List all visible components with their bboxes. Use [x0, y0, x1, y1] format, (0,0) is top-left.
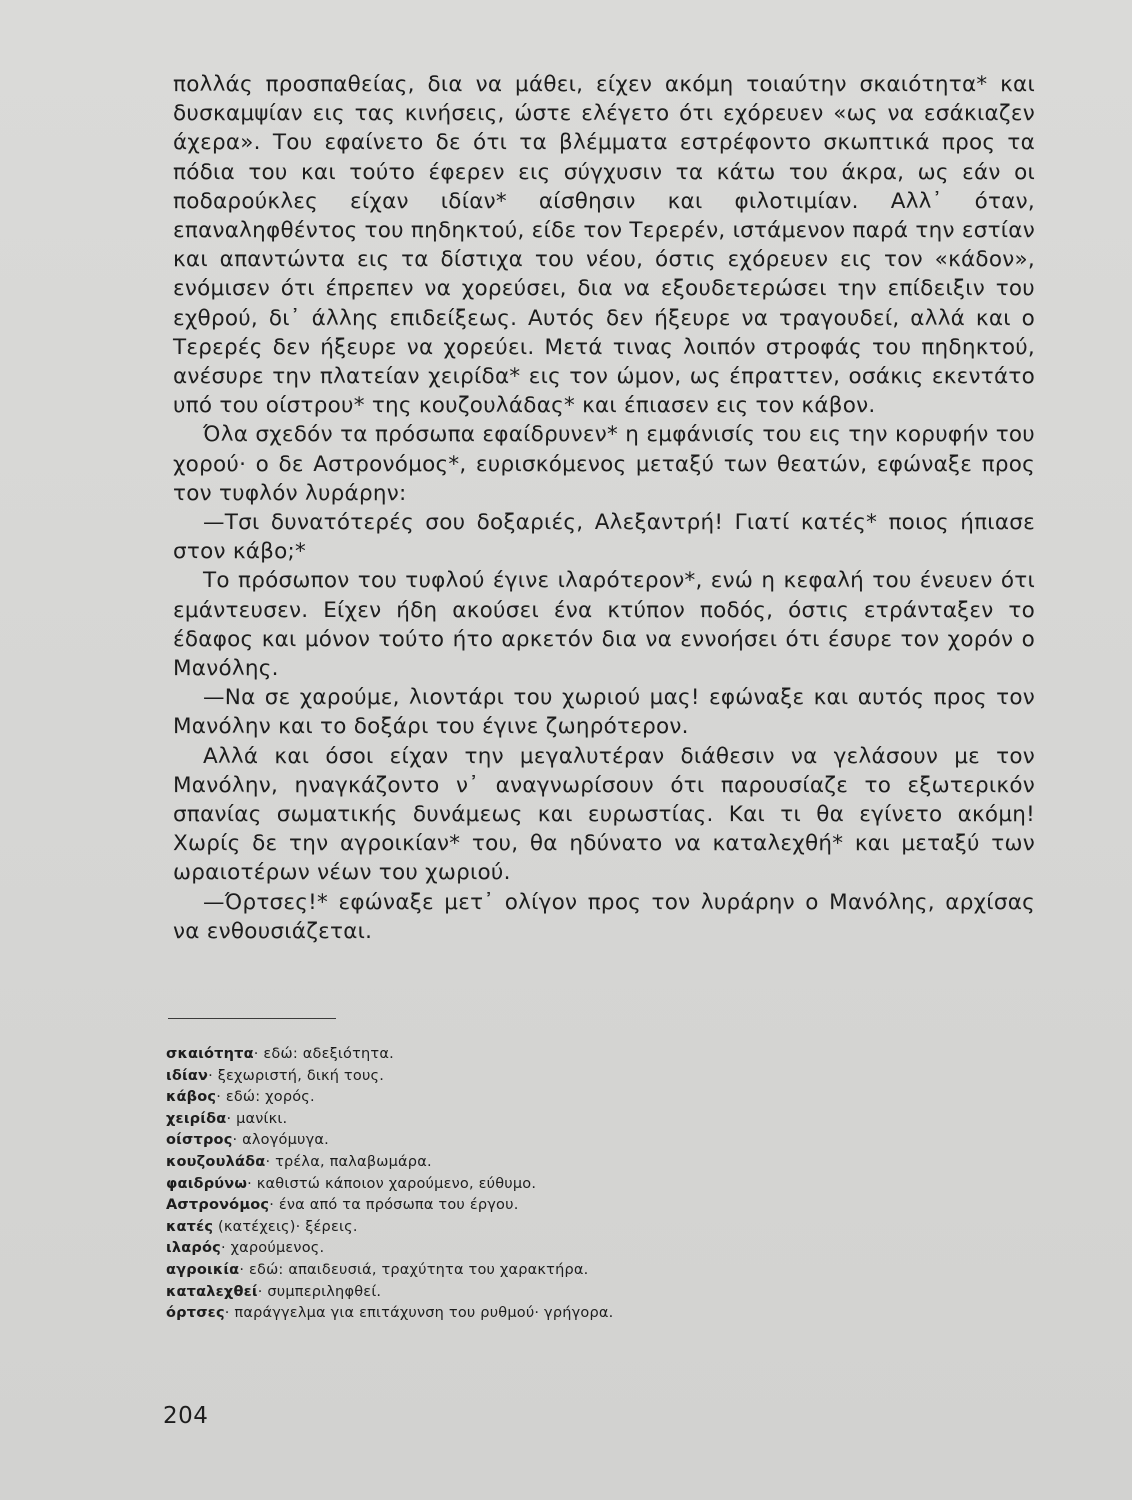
footnote-term: Αστρονόμος — [166, 1197, 270, 1214]
footnote-term: φαιδρύνω — [166, 1175, 248, 1192]
footnote-item: ιλαρός· χαρούμενος. — [166, 1240, 325, 1257]
footnote-definition: αλογόμυγα. — [242, 1132, 329, 1149]
footnote-term: αγροικία — [166, 1261, 240, 1278]
footnote-term: όρτσες — [166, 1305, 225, 1322]
footnote-item: Αστρονόμος· ένα από τα πρόσωπα του έργου. — [166, 1197, 519, 1214]
footnote-term: ιλαρός — [166, 1240, 221, 1257]
footnote-definition: χαρούμενος. — [230, 1240, 325, 1257]
footnote-definition: (κατέχεις)· ξέρεις. — [218, 1218, 358, 1235]
footnote-definition: μανίκι. — [236, 1110, 288, 1127]
footnote-item: κουζουλάδα· τρέλα, παλαβωμάρα. — [166, 1153, 432, 1170]
footnote-definition: καθιστώ κάποιον χαρούμενο, εύθυμο. — [256, 1175, 537, 1192]
paragraph: Όλα σχεδόν τα πρόσωπα εφαίδρυνεν* η εμφάνισίς του εις την κορυφήν του χορού· ο δε Αστρονόμος*, ευρισκόμενος μεταξύ των θεατών, εφώναξε προς τον τυφλόν λυράρην: — [173, 422, 1035, 506]
footnote-item: όρτσες· παράγγελμα για επιτάχυνση του ρυθμού· γρήγορα. — [166, 1305, 614, 1322]
footnote-item: σκαιότητα· εδώ: αδεξιότητα. — [166, 1046, 394, 1062]
footnote-divider — [168, 1018, 336, 1019]
dialogue-line: —Να σε χαρούμε, λιοντάρι του χωριού μας! εφώναξε και αυτός προς τον Μανόλην και το δοξάρι του έγινε ζωηρότερον. — [173, 685, 1035, 740]
paragraph: πολλάς προσπαθείας, δια να μάθει, είχεν ακόμη τοιαύτην σκαιότητα* και δυσκαμψίαν εις τας κινήσεις, ώστε ελέγετο ότι εχόρευεν «ως να εσάκιαζεν άχερα». Του εφαίνετο δε ότι τα βλέμματα εστρέφοντο σκωπτικά προς τα πόδια του και τούτο έφερεν εις σύγχυσιν τα κάτω του άκρα, ως εάν οι ποδαρούκλες είχαν ιδίαν* αίσθησιν και φιλοτιμίαν. Αλλ᾽ όταν, επαναληφθέντος του πηδηκτού, είδε τον Τερερέν, ιστάμενον παρά την εστίαν και απαντώντα εις τα δίστιχα του νέου, όστις εχόρευεν εις τον «κάδον», ενόμισεν ότι έπρεπεν να χορεύσει, δια να εξουδετερώσει την επίδειξιν του εχθρού, δι᾽ άλλης επιδείξεως. Αυτός δεν ήξευρε να τραγουδεί, αλλά και ο Τερερές δεν ήξευρε να χορεύει. Μετά τινας λοιπόν στροφάς του πηδηκτού, ανέσυρε την πλατείαν χειρίδα* εις τον ώμον, ως έπραττεν, οσάκις εκεντάτο υπό του οίστρου* της κουζουλάδας* και έπιασεν εις τον κάβον. — [173, 72, 1035, 419]
footnote-definition: ξεχωριστή, δική τους. — [217, 1067, 385, 1084]
main-text — [173, 70, 1035, 946]
page-number: 204 — [163, 1403, 209, 1429]
footnote-item: αγροικία· εδώ: απαιδευσιά, τραχύτητα του χαρακτήρα. — [166, 1261, 589, 1278]
paragraph: Το πρόσωπον του τυφλού έγινε ιλαρότερον*, ενώ η κεφαλή του ένευεν ότι εμάντευσεν. Είχεν ήδη ακούσει ένα κτύπον ποδός, όστις ετράνταξεν το έδαφος και μόνον τούτο ήτο αρκετόν δια να εννοήσει ότι έσυρε τον χορόν ο Μανόλης. — [173, 568, 1035, 682]
footnote-item: οίστρος· αλογόμυγα. — [166, 1132, 329, 1149]
footnote-item: ιδίαν· ξεχωριστή, δική τους. — [166, 1067, 385, 1084]
footnote-definition: συμπεριληφθεί. — [267, 1283, 382, 1300]
dialogue-line: —Τσι δυνατότερές σου δοξαριές, Αλεξαντρή! Γιατί κατές* ποιος ήπιασε στον κάβο;* — [173, 510, 1035, 565]
footnote-definition: εδώ: απαιδευσιά, τραχύτητα του χαρακτήρα. — [248, 1261, 589, 1278]
footnote-definition: εδώ: χορός. — [225, 1089, 315, 1106]
footnote-item: κάβος· εδώ: χορός. — [166, 1089, 315, 1106]
footnote-term: χειρίδα — [166, 1110, 227, 1127]
footnote-term: κουζουλάδα — [166, 1153, 266, 1170]
footnote-item — [166, 1217, 866, 1239]
footnote-definition: παράγγελμα για επιτάχυνση του ρυθμού· γρήγορα. — [234, 1305, 614, 1322]
paragraph: Αλλά και όσοι είχαν την μεγαλυτέραν διάθεσιν να γελάσουν με τον Μανόλην, ηναγκάζοντο ν᾽ αναγνωρίσουν ότι παρουσίαζε το εξωτερικόν σπανίας σωματικής δυνάμεως και ευρωστίας. Και τι θα εγίνετο ακόμη! Χωρίς δε την αγροικίαν* του, θα ηδύνατο να καταλεχθή* και μεταξύ των ωραιοτέρων νέων του χωριού. — [173, 743, 1035, 886]
footnote-term: ιδίαν — [166, 1067, 209, 1084]
footnote-item: χειρίδα· μανίκι. — [166, 1110, 288, 1127]
footnote-definition: εδώ: αδεξιότητα. — [263, 1046, 394, 1062]
footnote-term: οίστρος — [166, 1132, 233, 1149]
footnote-term: κατές — [166, 1218, 214, 1235]
footnote-definition: τρέλα, παλαβωμάρα. — [275, 1153, 432, 1170]
footnote-item: καταλεχθεί· συμπεριληφθεί. — [166, 1283, 382, 1300]
footnote-term: σκαιότητα — [166, 1046, 254, 1062]
glossary-footnotes — [166, 1044, 866, 1325]
footnote-item: φαιδρύνω· καθιστώ κάποιον χαρούμενο, εύθυμο. — [166, 1175, 537, 1192]
footnote-term: καταλεχθεί — [166, 1283, 258, 1300]
footnote-term: κάβος — [166, 1089, 217, 1106]
footnote-definition: ένα από τα πρόσωπα του έργου. — [278, 1197, 519, 1214]
dialogue-line: —Όρτσες!* εφώναξε μετ᾽ ολίγον προς τον λυράρην ο Μανόλης, αρχίσας να ενθουσιάζεται. — [173, 889, 1035, 944]
